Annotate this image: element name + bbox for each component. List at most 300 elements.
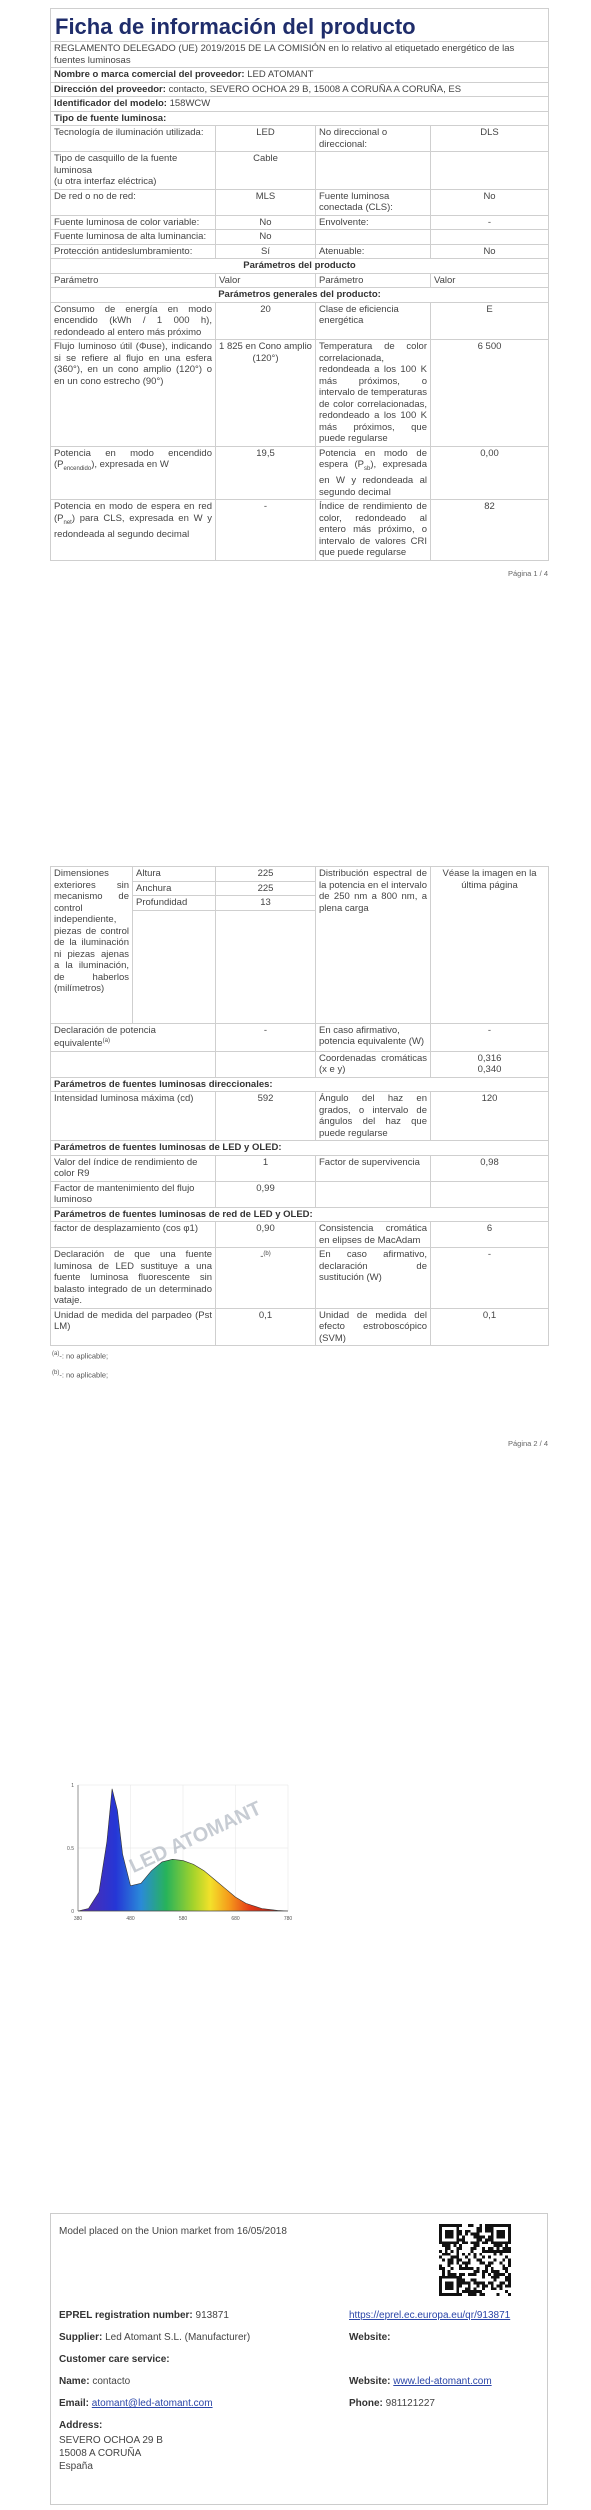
qr-module bbox=[456, 2293, 459, 2296]
qr-module bbox=[439, 2236, 442, 2239]
qr-module bbox=[468, 2293, 471, 2296]
qr-module bbox=[439, 2256, 442, 2259]
qr-module bbox=[465, 2282, 468, 2285]
cct-label: Temperatura de color correlacionada, redondeada a los 100 K más próximos, o intervalo de temperaturas de color correlacionadas, redondeado a los 100 K más próximos, que puede regularse bbox=[316, 340, 431, 447]
website-link[interactable]: www.led-atomant.com bbox=[393, 2376, 492, 2387]
y-tick-label: 0 bbox=[71, 1909, 74, 1915]
qr-module bbox=[497, 2273, 500, 2276]
qr-module bbox=[465, 2233, 468, 2236]
qr-module bbox=[471, 2273, 474, 2276]
qr-module bbox=[499, 2233, 502, 2236]
empty-cell bbox=[431, 230, 549, 245]
general-heading: Parámetros generales del producto: bbox=[51, 288, 549, 303]
info-table-page-2 bbox=[50, 866, 549, 1346]
address-label: Dirección del proveedor: bbox=[54, 83, 166, 95]
qr-code[interactable] bbox=[439, 2224, 511, 2296]
qr-module bbox=[459, 2247, 462, 2250]
dim-depth-value: 13 bbox=[216, 896, 316, 911]
maintenance-factor-value: 0,99 bbox=[216, 1181, 316, 1207]
qr-module bbox=[459, 2276, 462, 2279]
cls-label: Fuente luminosa conectada (CLS): bbox=[316, 189, 431, 215]
qr-module bbox=[476, 2282, 479, 2285]
x-tick-label: 680 bbox=[231, 1916, 240, 1922]
qr-module bbox=[448, 2273, 451, 2276]
qr-module bbox=[485, 2238, 488, 2241]
qr-module bbox=[468, 2261, 471, 2264]
qr-module bbox=[497, 2230, 500, 2233]
qr-module bbox=[476, 2290, 479, 2293]
qr-module bbox=[456, 2256, 459, 2259]
qr-module bbox=[456, 2230, 459, 2233]
chromaticity-value: 0,316 0,340 bbox=[431, 1051, 549, 1077]
qr-module bbox=[445, 2224, 448, 2227]
qr-module bbox=[468, 2259, 471, 2262]
qr-module bbox=[456, 2259, 459, 2262]
directional-value: DLS bbox=[431, 126, 549, 152]
qr-module bbox=[468, 2273, 471, 2276]
reg-number-label: EPREL registration number: bbox=[59, 2310, 193, 2321]
eprel-page bbox=[50, 2213, 548, 2505]
qr-module bbox=[502, 2233, 505, 2236]
supplier-value: LED ATOMANT bbox=[247, 69, 314, 80]
qr-module bbox=[485, 2227, 488, 2230]
qr-module bbox=[445, 2233, 448, 2236]
qr-module bbox=[448, 2284, 451, 2287]
qr-module bbox=[462, 2238, 465, 2241]
qr-module bbox=[456, 2250, 459, 2253]
qr-module bbox=[491, 2236, 494, 2239]
dimmable-value: No bbox=[431, 244, 549, 259]
cri-label: Índice de rendimiento de color, redondeado al entero más próximo, o intervalo de valores CRI que puede regularse bbox=[316, 500, 431, 561]
qr-module bbox=[474, 2290, 477, 2293]
qr-module bbox=[479, 2227, 482, 2230]
qr-module bbox=[494, 2241, 497, 2244]
qr-module bbox=[451, 2284, 454, 2287]
tech-label: Tecnología de iluminación utilizada: bbox=[51, 126, 216, 152]
qr-module bbox=[474, 2256, 477, 2259]
qr-module bbox=[494, 2279, 497, 2282]
high-luminance-value: No bbox=[216, 230, 316, 245]
qr-module bbox=[448, 2244, 451, 2247]
qr-module bbox=[442, 2267, 445, 2270]
qr-module bbox=[474, 2279, 477, 2282]
envelope-value: - bbox=[431, 215, 549, 230]
qr-module bbox=[508, 2264, 511, 2267]
qr-module bbox=[482, 2273, 485, 2276]
flicker-value: 0,1 bbox=[216, 1308, 316, 1346]
qr-module bbox=[456, 2247, 459, 2250]
qr-module bbox=[505, 2224, 508, 2227]
qr-module bbox=[456, 2290, 459, 2293]
qr-module bbox=[471, 2279, 474, 2282]
qr-module bbox=[448, 2270, 451, 2273]
qr-module bbox=[459, 2282, 462, 2285]
tech-value: LED bbox=[216, 126, 316, 152]
contact-name-row bbox=[59, 2376, 130, 2387]
spd-value: Véase la imagen en la última página bbox=[431, 867, 549, 1024]
eprel-link[interactable]: https://eprel.ec.europa.eu/qr/913871 bbox=[349, 2310, 511, 2321]
qr-module bbox=[453, 2241, 456, 2244]
qr-module bbox=[442, 2276, 445, 2279]
qr-module bbox=[439, 2230, 442, 2233]
qr-module bbox=[508, 2259, 511, 2262]
qr-module bbox=[439, 2264, 442, 2267]
qr-module bbox=[488, 2224, 491, 2227]
empty-cell bbox=[316, 152, 431, 190]
qr-module bbox=[456, 2227, 459, 2230]
qr-module bbox=[491, 2247, 494, 2250]
qr-module bbox=[502, 2250, 505, 2253]
cap-type-label: Tipo de casquillo de la fuente luminosa bbox=[54, 153, 178, 176]
cap-type-value: Cable bbox=[216, 152, 316, 190]
qr-module bbox=[448, 2224, 451, 2227]
qr-module bbox=[439, 2279, 442, 2282]
qr-module bbox=[508, 2233, 511, 2236]
qr-module bbox=[502, 2236, 505, 2239]
qr-module bbox=[508, 2236, 511, 2239]
col-header-param: Parámetro bbox=[51, 273, 216, 288]
cri-value: 82 bbox=[431, 500, 549, 561]
qr-module bbox=[439, 2238, 442, 2241]
qr-module bbox=[497, 2241, 500, 2244]
qr-module bbox=[474, 2282, 477, 2285]
supplier-label: Supplier: bbox=[59, 2332, 103, 2343]
color-consistency-label: Consistencia cromática en elipses de MacAdam bbox=[316, 1222, 431, 1248]
on-mode-power-label: Potencia en modo encendido $(P_{encendido})$, expresada en W bbox=[51, 446, 216, 500]
source-type-heading: Tipo de fuente luminosa: bbox=[51, 111, 549, 126]
qr-module bbox=[491, 2224, 494, 2227]
cap-type-cell bbox=[51, 152, 216, 190]
qr-module bbox=[442, 2241, 445, 2244]
qr-module bbox=[497, 2276, 500, 2279]
qr-module bbox=[485, 2230, 488, 2233]
dim-depth-label: Profundidad bbox=[133, 896, 216, 911]
qr-module bbox=[468, 2230, 471, 2233]
page-title: Ficha de información del producto bbox=[55, 14, 416, 39]
qr-module bbox=[479, 2293, 482, 2296]
name-label: Name: bbox=[59, 2376, 90, 2387]
page-2 bbox=[50, 866, 548, 1448]
qr-module bbox=[491, 2230, 494, 2233]
qr-module bbox=[488, 2236, 491, 2239]
qr-module bbox=[479, 2230, 482, 2233]
qr-module bbox=[451, 2261, 454, 2264]
equiv-power-label: Declaración de potencia equivalente$^{(a)}$ bbox=[51, 1023, 216, 1051]
qr-module bbox=[465, 2290, 468, 2293]
qr-module bbox=[462, 2236, 465, 2239]
model-label: Identificador del modelo: bbox=[54, 98, 167, 109]
qr-module bbox=[451, 2267, 454, 2270]
standby-power-value: 0,00 bbox=[431, 446, 549, 500]
qr-module bbox=[482, 2256, 485, 2259]
qr-module bbox=[505, 2244, 508, 2247]
maintenance-factor-label: Factor de mantenimiento del flujo luminoso bbox=[51, 1181, 216, 1207]
qr-module bbox=[462, 2290, 465, 2293]
phone-row bbox=[349, 2398, 435, 2409]
qr-module bbox=[474, 2233, 477, 2236]
survival-factor-label: Factor de supervivencia bbox=[316, 1155, 431, 1181]
net-standby-value: - bbox=[216, 500, 316, 561]
qr-module bbox=[465, 2261, 468, 2264]
qr-module bbox=[502, 2282, 505, 2285]
qr-module bbox=[502, 2230, 505, 2233]
email-label: Email: bbox=[59, 2398, 90, 2409]
qr-module bbox=[488, 2230, 491, 2233]
displacement-factor-label: factor de desplazamiento (cos φ1) bbox=[51, 1222, 216, 1248]
qr-module bbox=[508, 2250, 511, 2253]
qr-module bbox=[485, 2264, 488, 2267]
replacement-w-label: En caso afirmativo, declaración de sustitución (W) bbox=[316, 1248, 431, 1309]
qr-module bbox=[505, 2270, 508, 2273]
address-line: 15008 A CORUÑA bbox=[59, 2448, 142, 2459]
qr-module bbox=[474, 2287, 477, 2290]
contact-website-row bbox=[349, 2376, 492, 2387]
qr-module bbox=[499, 2224, 502, 2227]
r9-value: 1 bbox=[216, 1155, 316, 1181]
empty-cell bbox=[216, 1051, 316, 1077]
qr-module bbox=[497, 2236, 500, 2239]
qr-module bbox=[448, 2261, 451, 2264]
qr-module bbox=[448, 2241, 451, 2244]
mains-heading: Parámetros de fuentes luminosas de red de LED y OLED: bbox=[51, 1207, 549, 1222]
qr-module bbox=[488, 2261, 491, 2264]
qr-module bbox=[488, 2250, 491, 2253]
qr-module bbox=[471, 2267, 474, 2270]
qr-module bbox=[448, 2276, 451, 2279]
qr-module bbox=[448, 2293, 451, 2296]
color-consistency-value: 6 bbox=[431, 1222, 549, 1248]
stroboscopic-value: 0,1 bbox=[431, 1308, 549, 1346]
qr-module bbox=[476, 2270, 479, 2273]
qr-module bbox=[508, 2279, 511, 2282]
qr-module bbox=[491, 2241, 494, 2244]
beam-angle-label: Ángulo del haz en grados, o intervalo de ángulos del haz que puede regularse bbox=[316, 1092, 431, 1141]
page-number: Página 1 / 4 bbox=[507, 568, 548, 578]
qr-module bbox=[491, 2238, 494, 2241]
qr-module bbox=[439, 2287, 442, 2290]
qr-module bbox=[482, 2241, 485, 2244]
qr-module bbox=[499, 2236, 502, 2239]
qr-module bbox=[471, 2293, 474, 2296]
qr-module bbox=[445, 2284, 448, 2287]
color-tunable-label: Fuente luminosa de color variable: bbox=[51, 215, 216, 230]
qr-module bbox=[451, 2236, 454, 2239]
qr-module bbox=[502, 2264, 505, 2267]
qr-module bbox=[439, 2241, 442, 2244]
r9-label: Valor del índice de rendimiento de color R9 bbox=[51, 1155, 216, 1181]
col-header-value: Valor bbox=[431, 273, 549, 288]
qr-module bbox=[488, 2264, 491, 2267]
qr-module bbox=[442, 2244, 445, 2247]
empty-cell bbox=[431, 152, 549, 190]
qr-module bbox=[448, 2282, 451, 2285]
qr-module bbox=[485, 2250, 488, 2253]
qr-module bbox=[465, 2267, 468, 2270]
address-block bbox=[59, 2434, 163, 2473]
qr-module bbox=[439, 2233, 442, 2236]
cct-value: 6 500 bbox=[431, 340, 549, 447]
qr-module bbox=[442, 2293, 445, 2296]
cap-type-note: (u otra interfaz eléctrica) bbox=[54, 176, 157, 187]
model-row bbox=[51, 97, 549, 112]
email-link[interactable]: atomant@led-atomant.com bbox=[91, 2398, 213, 2409]
empty-cell bbox=[316, 1181, 431, 1207]
qr-module bbox=[508, 2276, 511, 2279]
qr-module bbox=[482, 2287, 485, 2290]
qr-module bbox=[482, 2261, 485, 2264]
qr-module bbox=[451, 2276, 454, 2279]
equiv-power-w-value: - bbox=[431, 1023, 549, 1051]
supplier-row bbox=[51, 68, 549, 83]
qr-module bbox=[476, 2236, 479, 2239]
qr-module bbox=[499, 2261, 502, 2264]
watermark: LED ATOMANT bbox=[126, 1797, 265, 1878]
qr-module bbox=[462, 2261, 465, 2264]
qr-module bbox=[497, 2247, 500, 2250]
qr-module bbox=[508, 2284, 511, 2287]
qr-module bbox=[491, 2267, 494, 2270]
qr-module bbox=[476, 2259, 479, 2262]
qr-module bbox=[502, 2273, 505, 2276]
info-table-page-1 bbox=[50, 8, 549, 561]
efficiency-class-value: E bbox=[431, 302, 549, 340]
qr-module bbox=[491, 2261, 494, 2264]
qr-module bbox=[456, 2279, 459, 2282]
qr-module bbox=[451, 2273, 454, 2276]
qr-module bbox=[459, 2267, 462, 2270]
energy-consumption-value: 20 bbox=[216, 302, 316, 340]
qr-module bbox=[505, 2284, 508, 2287]
qr-module bbox=[471, 2224, 474, 2227]
phone-label: Phone: bbox=[349, 2398, 383, 2409]
dim-width-value: 225 bbox=[216, 881, 316, 896]
qr-module bbox=[439, 2284, 442, 2287]
qr-module bbox=[445, 2253, 448, 2256]
qr-module bbox=[462, 2273, 465, 2276]
qr-module bbox=[479, 2224, 482, 2227]
x-tick-label: 480 bbox=[126, 1916, 135, 1922]
qr-module bbox=[465, 2241, 468, 2244]
qr-module bbox=[494, 2259, 497, 2262]
qr-module bbox=[459, 2264, 462, 2267]
qr-module bbox=[476, 2244, 479, 2247]
qr-module bbox=[459, 2224, 462, 2227]
col-header-value: Valor bbox=[216, 273, 316, 288]
qr-module bbox=[445, 2293, 448, 2296]
qr-module bbox=[462, 2279, 465, 2282]
qr-module bbox=[445, 2282, 448, 2285]
qr-module bbox=[488, 2282, 491, 2285]
qr-module bbox=[468, 2284, 471, 2287]
net-standby-label: Potencia en modo de espera en red $(P_{net})$ para CLS, expresada en W y redondeada al segundo decimal bbox=[51, 500, 216, 561]
qr-module bbox=[471, 2250, 474, 2253]
qr-module bbox=[479, 2261, 482, 2264]
qr-module bbox=[499, 2273, 502, 2276]
qr-module bbox=[505, 2267, 508, 2270]
qr-module bbox=[505, 2256, 508, 2259]
qr-module bbox=[476, 2227, 479, 2230]
y-tick-label: 1 bbox=[71, 1783, 74, 1789]
qr-module bbox=[494, 2270, 497, 2273]
mains-value: MLS bbox=[216, 189, 316, 215]
envelope-label: Envolvente: bbox=[316, 215, 431, 230]
qr-module bbox=[474, 2244, 477, 2247]
qr-module bbox=[497, 2244, 500, 2247]
qr-module bbox=[439, 2267, 442, 2270]
page-number: Página 2 / 4 bbox=[507, 1439, 548, 1449]
qr-module bbox=[479, 2290, 482, 2293]
model-value: 158WCW bbox=[169, 98, 211, 109]
y-tick-label: 0.5 bbox=[67, 1846, 74, 1852]
qr-module bbox=[453, 2276, 456, 2279]
high-luminance-label: Fuente luminosa de alta luminancia: bbox=[51, 230, 216, 245]
qr-module bbox=[465, 2264, 468, 2267]
page-1 bbox=[50, 8, 548, 578]
equiv-power-w-label: En caso afirmativo, potencia equivalente (W) bbox=[316, 1023, 431, 1051]
qr-module bbox=[439, 2250, 442, 2253]
qr-module bbox=[479, 2282, 482, 2285]
qr-module bbox=[448, 2264, 451, 2267]
qr-module bbox=[474, 2236, 477, 2239]
qr-module bbox=[505, 2279, 508, 2282]
qr-module bbox=[456, 2253, 459, 2256]
qr-module bbox=[482, 2293, 485, 2296]
qr-module bbox=[459, 2273, 462, 2276]
qr-module bbox=[456, 2282, 459, 2285]
peak-intensity-value: 592 bbox=[216, 1092, 316, 1141]
qr-module bbox=[476, 2233, 479, 2236]
qr-module bbox=[468, 2253, 471, 2256]
qr-module bbox=[476, 2267, 479, 2270]
qr-module bbox=[451, 2241, 454, 2244]
flicker-label: Unidad de medida del parpadeo (Pst LM) bbox=[51, 1308, 216, 1346]
email-row bbox=[59, 2398, 213, 2409]
qr-module bbox=[505, 2290, 508, 2293]
displacement-factor-value: 0,90 bbox=[216, 1222, 316, 1248]
qr-module bbox=[502, 2259, 505, 2262]
chromaticity-label: Coordenadas cromáticas (x e y) bbox=[316, 1051, 431, 1077]
replacement-w-value: - bbox=[431, 1248, 549, 1309]
anti-glare-value: Sí bbox=[216, 244, 316, 259]
qr-module bbox=[471, 2247, 474, 2250]
qr-module bbox=[502, 2241, 505, 2244]
luminous-flux-label: Flujo luminoso útil (Φuse), indicando si se refiere al flujo en una esfera (360°), en un cono amplio (120°) o en un cono estrecho (90°) bbox=[51, 340, 216, 447]
qr-module bbox=[476, 2241, 479, 2244]
qr-module bbox=[505, 2276, 508, 2279]
x-tick-label: 580 bbox=[178, 1916, 188, 1922]
qr-module bbox=[499, 2241, 502, 2244]
qr-module bbox=[497, 2250, 500, 2253]
qr-module bbox=[439, 2276, 442, 2279]
stroboscopic-label: Unidad de medida del efecto estroboscópico (SVM) bbox=[316, 1308, 431, 1346]
qr-module bbox=[508, 2227, 511, 2230]
qr-module bbox=[485, 2224, 488, 2227]
qr-module bbox=[448, 2253, 451, 2256]
qr-module bbox=[505, 2247, 508, 2250]
qr-module bbox=[442, 2270, 445, 2273]
energy-consumption-label: Consumo de energía en modo encendido (kWh / 1 000 h), redondeado al entero más próximo bbox=[51, 302, 216, 340]
qr-module bbox=[502, 2224, 505, 2227]
empty-cell bbox=[431, 1181, 549, 1207]
customer-service-label: Customer care service: bbox=[59, 2354, 170, 2365]
qr-module bbox=[456, 2287, 459, 2290]
qr-module bbox=[474, 2247, 477, 2250]
qr-module bbox=[445, 2287, 448, 2290]
qr-module bbox=[451, 2250, 454, 2253]
qr-module bbox=[491, 2282, 494, 2285]
qr-module bbox=[494, 2273, 497, 2276]
led-heading: Parámetros de fuentes luminosas de LED y OLED: bbox=[51, 1141, 549, 1156]
